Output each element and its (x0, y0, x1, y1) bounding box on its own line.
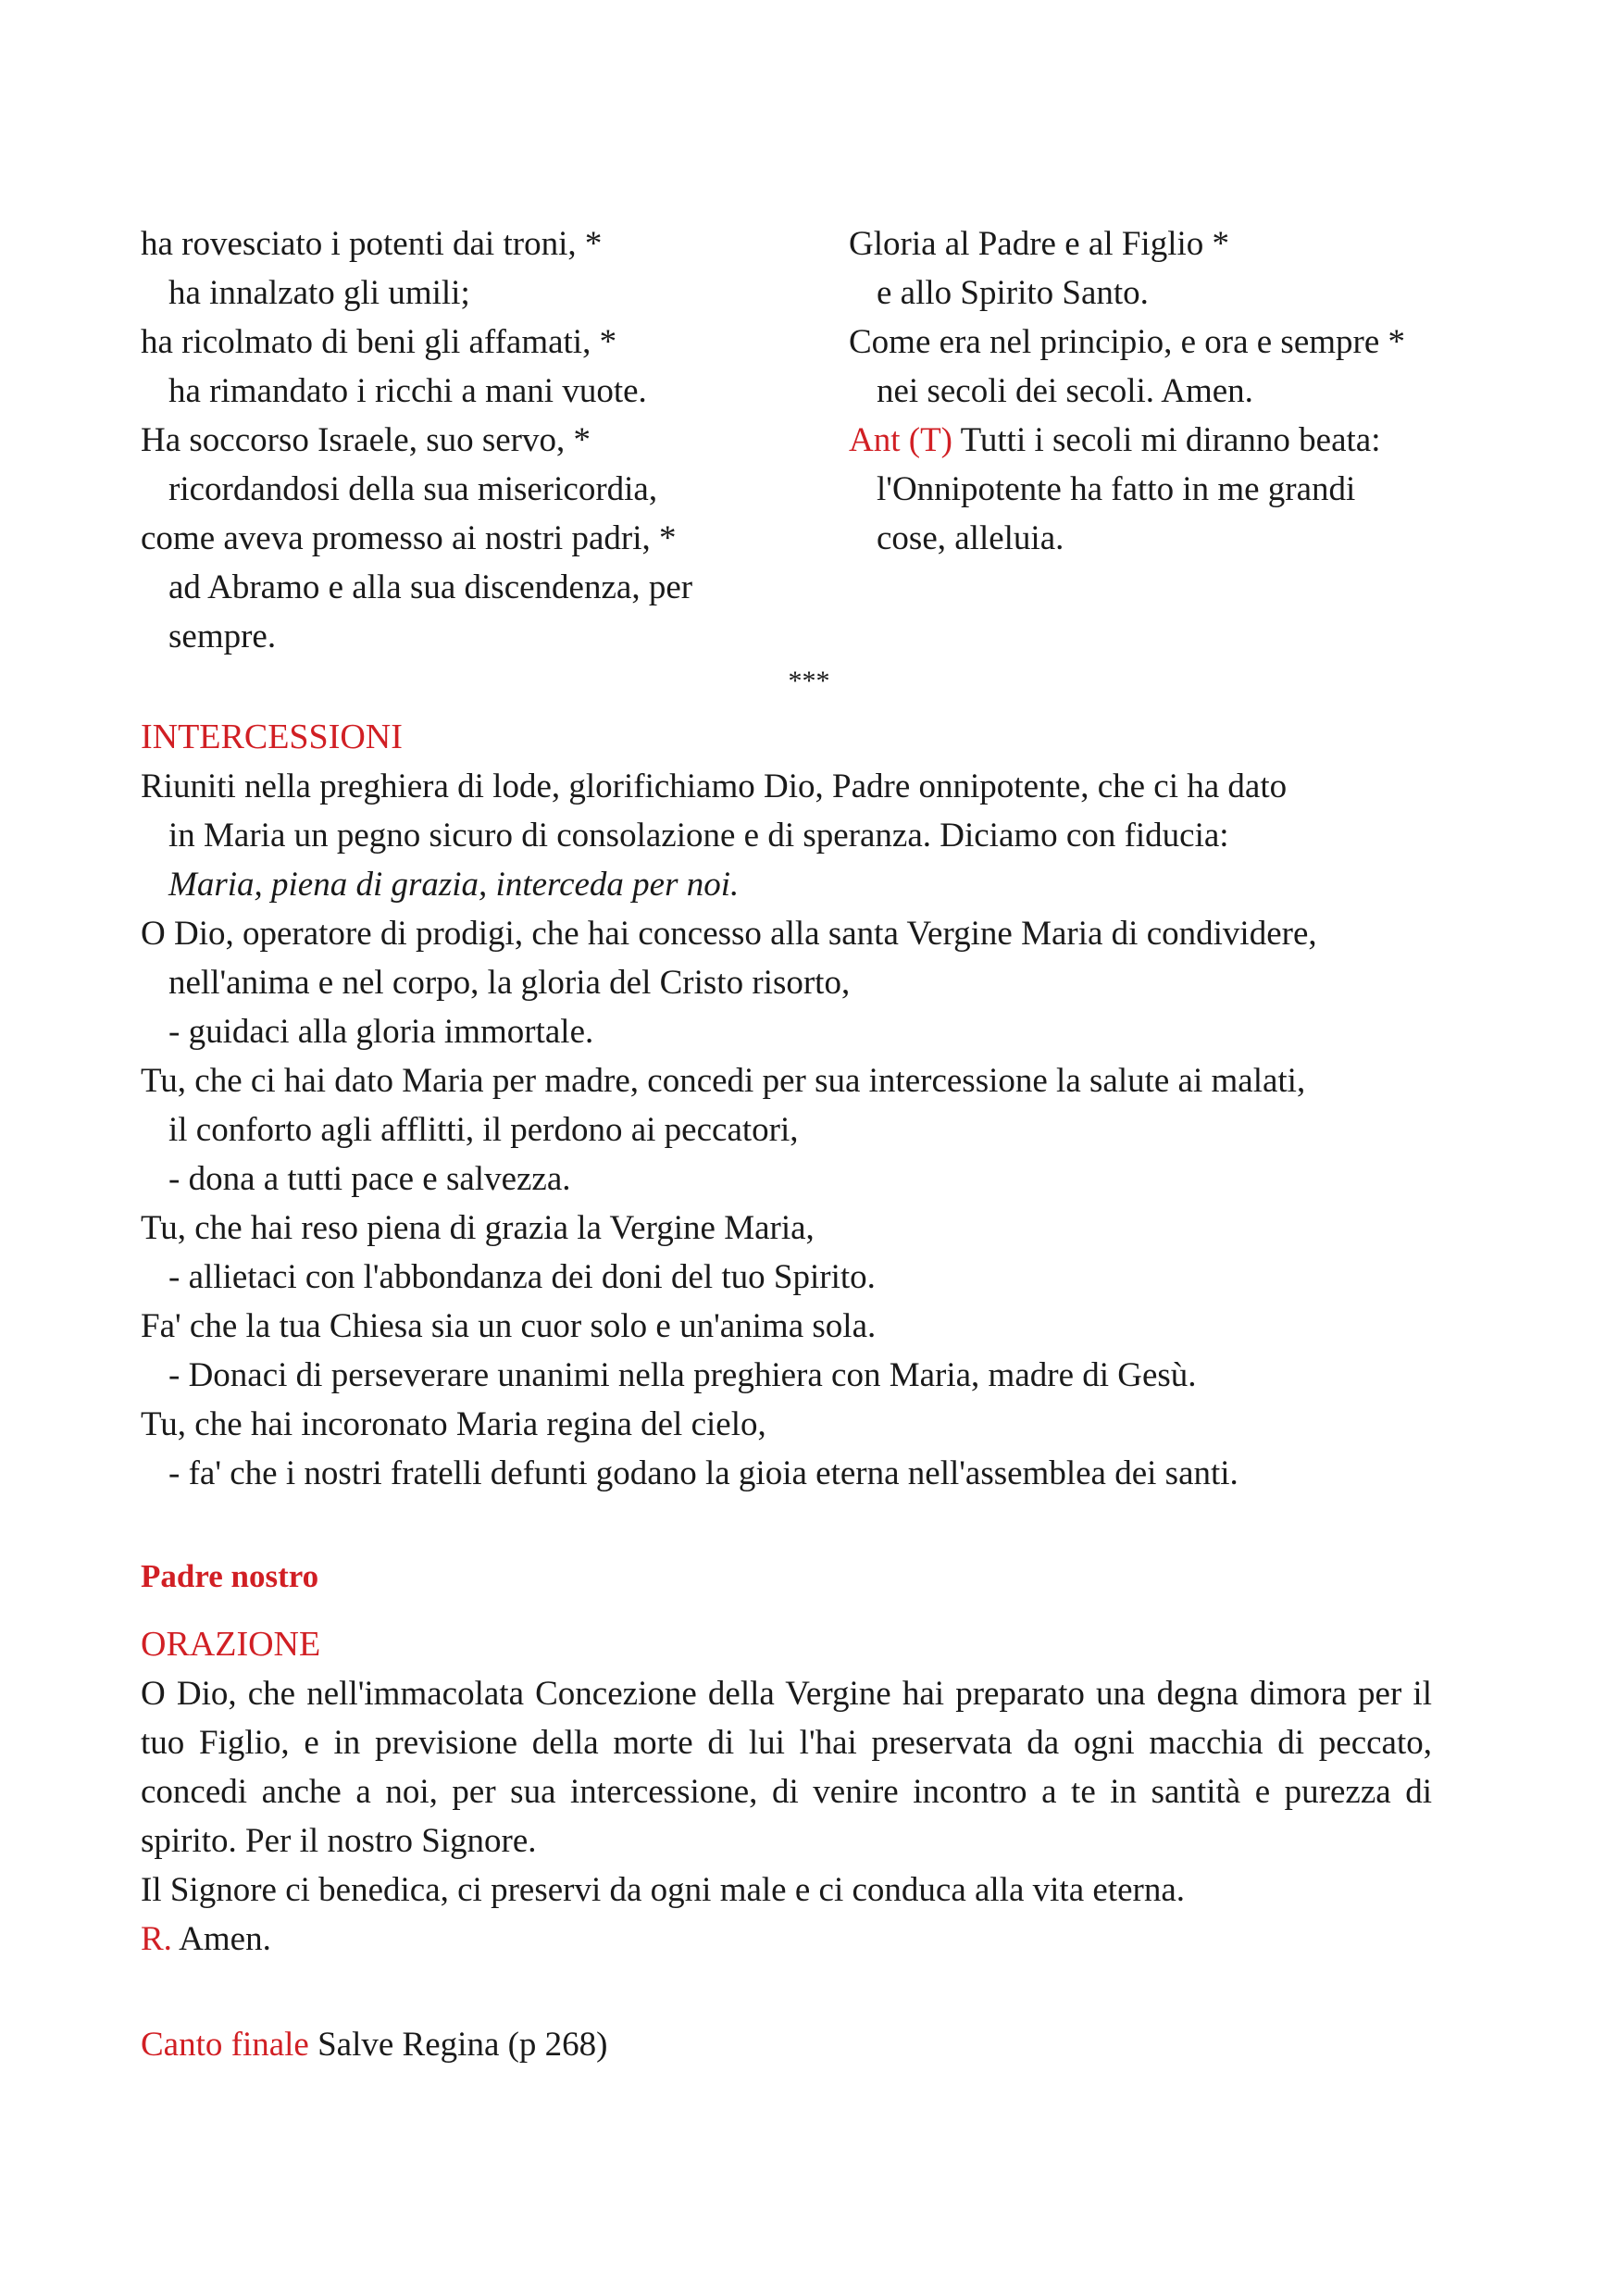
section-separator: *** (788, 666, 830, 696)
verse-line: ad Abramo e alla sua discendenza, per (168, 568, 693, 606)
intercessions-heading: INTERCESSIONI (141, 718, 403, 756)
canticle-left-column (141, 219, 807, 661)
verse-line: ricordandosi della sua misericordia, (168, 470, 658, 508)
intercession-line: il conforto agli afflitti, il perdono ai peccatori, (168, 1111, 799, 1149)
prayer-response (141, 1915, 1432, 1964)
final-hymn (141, 2020, 1437, 2069)
intercession-line: Tu, che hai reso piena di grazia la Vergine Maria, (141, 1209, 815, 1247)
doxology-line: Gloria al Padre e al Figlio * (849, 225, 1230, 263)
intercession-line: Tu, che hai incoronato Maria regina del cielo, (141, 1405, 766, 1443)
intercession-line: nell'anima e nel corpo, la gloria del Cristo risorto, (168, 964, 851, 1002)
intercession-line: - Donaci di perseverare unanimi nella preghiera con Maria, madre di Gesù. (168, 1356, 1197, 1394)
antiphon-text: Tutti i secoli mi diranno beata: (960, 421, 1381, 459)
verse-line: come aveva promesso ai nostri padri, * (141, 519, 677, 557)
antiphon (849, 416, 1497, 465)
doxology-line: nei secoli dei secoli. Amen. (877, 372, 1253, 410)
intercessions-response: Maria, piena di grazia, interceda per noi. (168, 866, 740, 904)
intercessions-section (141, 713, 1437, 1498)
intercession-line: Tu, che ci hai dato Maria per madre, concedi per sua intercessione la salute ai malati, (141, 1062, 1306, 1100)
prayer-section (141, 1620, 1432, 1964)
verse-line: ha ricolmato di beni gli affamati, * (141, 323, 617, 361)
doxology-line: Come era nel principio, e ora e sempre * (849, 323, 1406, 361)
intercessions-intro: in Maria un pegno sicuro di consolazione e di speranza. Diciamo con fiducia: (168, 817, 1229, 855)
intercession-line: - allietaci con l'abbondanza dei doni del tuo Spirito. (168, 1258, 876, 1296)
intercession-line: O Dio, operatore di prodigi, che hai concesso alla santa Vergine Maria di condividere, (141, 915, 1317, 953)
intercessions-intro: Riuniti nella preghiera di lode, glorifichiamo Dio, Padre onnipotente, che ci ha dato (141, 767, 1288, 805)
doxology-line: e allo Spirito Santo. (877, 274, 1149, 312)
blessing-text: Il Signore ci benedica, ci preservi da ogni male e ci conduca alla vita eterna. (141, 1871, 1185, 1909)
response-label: R. (141, 1920, 172, 1958)
verse-line: sempre. (168, 618, 277, 655)
verse-line: ha innalzato gli umili; (168, 274, 470, 312)
prayer-heading: ORAZIONE (141, 1625, 321, 1664)
intercession-line: - dona a tutti pace e salvezza. (168, 1160, 571, 1198)
intercession-line: - guidaci alla gloria immortale. (168, 1013, 594, 1051)
our-father-heading: Padre nostro (141, 1558, 319, 1594)
intercession-line: - fa' che i nostri fratelli defunti godano la gioia eterna nell'assemblea dei santi. (168, 1454, 1238, 1492)
verse-line: ha rovesciato i potenti dai troni, * (141, 225, 603, 263)
prayer-text: O Dio, che nell'immacolata Concezione della Vergine hai preparato una degna dimora per il tuo Figlio, e in previsione della morte di lui l'hai preservata da ogni macchia di peccato, concedi anche a noi, per sua intercessione, di venire incontro a te in santità e purezza di spirito. Per il nostro Signore. (141, 1675, 1432, 1860)
canticle-right-column (849, 219, 1497, 563)
antiphon-line: cose, alleluia. (877, 519, 1064, 557)
final-hymn-label: Canto finale (141, 2026, 309, 2064)
final-hymn-text: Salve Regina (p 268) (317, 2026, 608, 2064)
response-text: Amen. (179, 1920, 271, 1958)
verse-line: Ha soccorso Israele, suo servo, * (141, 421, 591, 459)
intercession-line: Fa' che la tua Chiesa sia un cuor solo e un'anima sola. (141, 1307, 877, 1345)
verse-line: ha rimandato i ricchi a mani vuote. (168, 372, 647, 410)
antiphon-label: Ant (T) (849, 421, 952, 459)
antiphon-line: l'Onnipotente ha fatto in me grandi (877, 470, 1356, 508)
